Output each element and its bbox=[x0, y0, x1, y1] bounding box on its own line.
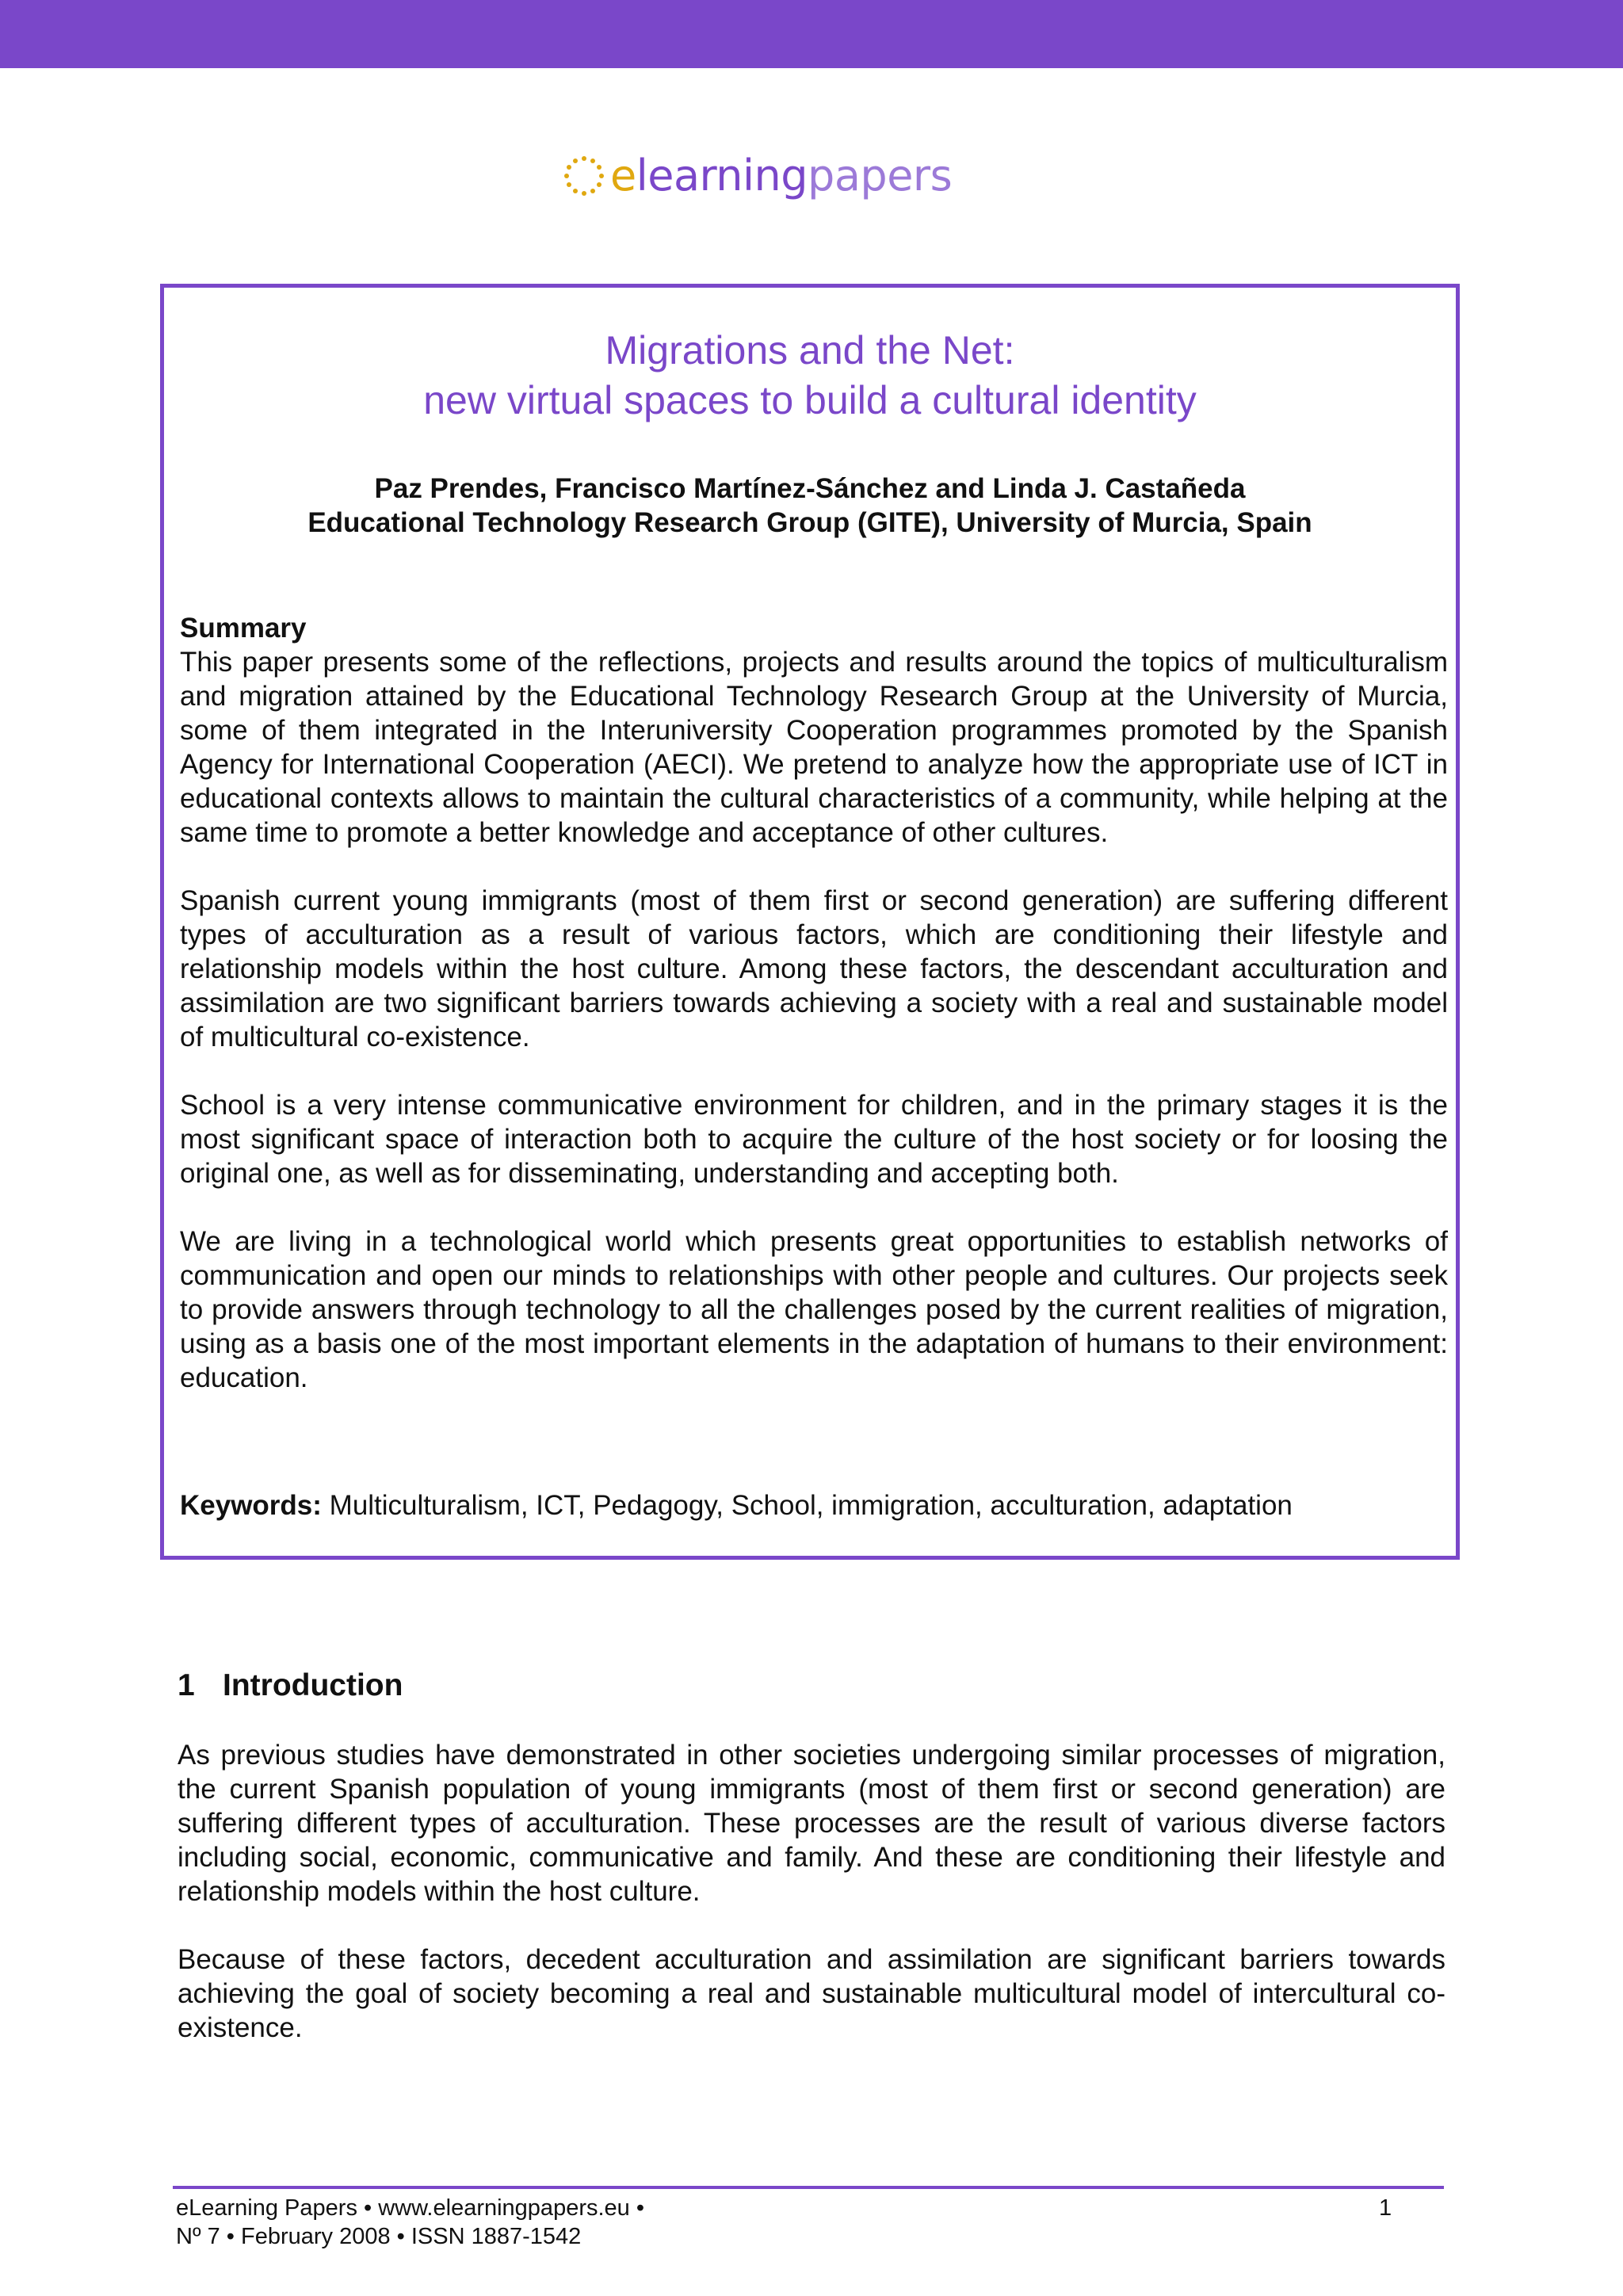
intro-paragraph: Because of these factors, decedent acculturation and assimilation are significant barriers towards achieving the goal of society becoming a real and sustainable multicultural model of intercultural co-existence. bbox=[178, 1944, 1445, 2043]
footer-citation bbox=[176, 2194, 644, 2251]
logo-wordmark bbox=[610, 151, 953, 201]
keywords-line bbox=[180, 1488, 1448, 1522]
eu-stars-icon bbox=[563, 155, 605, 197]
author-block bbox=[164, 472, 1456, 540]
introduction-body bbox=[178, 1738, 1445, 2079]
page-number: 1 bbox=[1379, 2195, 1392, 2221]
title-line-1: Migrations and the Net: bbox=[605, 328, 1015, 372]
logo-e: e bbox=[610, 151, 636, 201]
section-heading-introduction bbox=[178, 1667, 403, 1705]
abstract-box bbox=[160, 284, 1460, 1560]
logo-papers: papers bbox=[808, 151, 953, 201]
elearningpapers-logo bbox=[563, 144, 952, 208]
keywords-label: Keywords: bbox=[180, 1490, 322, 1521]
keywords-text: Multiculturalism, ICT, Pedagogy, School, immigration, acculturation, adaptation bbox=[321, 1490, 1293, 1521]
section-title: Introduction bbox=[223, 1668, 403, 1702]
summary-paragraph: This paper presents some of the reflections, projects and results around the topics of multiculturalism and migration attained by the Educational Technology Research Group at the University of Murcia, some of them integrated in the Interuniversity Cooperation programmes promoted by the Spanish Agency for International Cooperation (AECI). We pretend to analyze how the appropriate use of ICT in educational contexts allows to maintain the cultural characteristics of a community, while helping at the same time to promote a better knowledge and acceptance of other cultures. bbox=[180, 647, 1448, 848]
summary-paragraph: School is a very intense communicative environment for children, and in the primary stages it is the most significant space of interaction both to acquire the culture of the host society or for loosing the original one, as well as for disseminating, understanding and accepting both. bbox=[180, 1090, 1448, 1189]
footer-line-1: eLearning Papers • www.elearningpapers.eu • bbox=[176, 2195, 645, 2221]
authors-line: Paz Prendes, Francisco Martínez-Sánchez and Linda J. Castañeda bbox=[374, 473, 1246, 504]
summary-heading: Summary bbox=[180, 613, 307, 644]
logo-learning: learning bbox=[636, 151, 808, 201]
title-line-2: new virtual spaces to build a cultural identity bbox=[423, 378, 1197, 422]
intro-paragraph: As previous studies have demonstrated in other societies undergoing similar processes of migration, the current Spanish population of young immigrants (most of them first or second generation) are suffering different types of acculturation. These processes are the result of various diverse factors including social, economic, communicative and family. And these are conditioning their lifestyle and relationship models within the host culture. bbox=[178, 1740, 1445, 1907]
affiliation-line: Educational Technology Research Group (GITE), University of Murcia, Spain bbox=[307, 507, 1312, 538]
summary-paragraph: We are living in a technological world which presents great opportunities to establish networks of communication and open our minds to relationships with other people and cultures. Our projects seek to provide answers through technology to all the challenges posed by the current realities of migration, using as a basis one of the most important elements in the adaptation of humans to their environment: education. bbox=[180, 1226, 1448, 1393]
section-number: 1 bbox=[178, 1668, 195, 1702]
footer-divider bbox=[173, 2186, 1444, 2189]
paper-title bbox=[164, 326, 1456, 426]
header-band bbox=[0, 0, 1623, 68]
footer-line-2: Nº 7 • February 2008 • ISSN 1887-1542 bbox=[176, 2224, 582, 2249]
summary-section bbox=[180, 611, 1448, 1429]
summary-paragraph: Spanish current young immigrants (most of them first or second generation) are suffering different types of acculturation as a result of various factors, which are conditioning their lifestyle and relationship models within the host culture. Among these factors, the descendant acculturation and assimilation are two significant barriers towards achieving a society with a real and sustainable model of multicultural co-existence. bbox=[180, 885, 1448, 1052]
